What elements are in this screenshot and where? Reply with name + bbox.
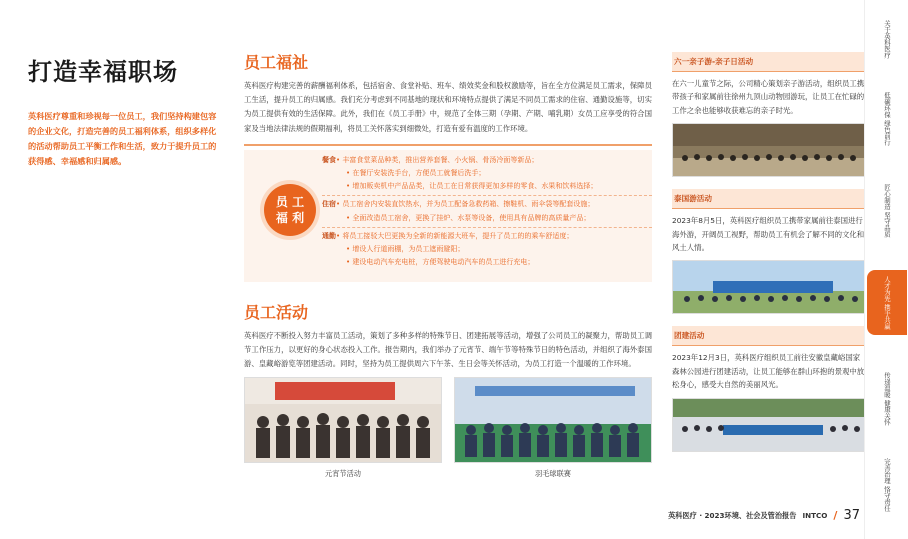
- activity-block-text: 2023年8月5日，英科医疗组织员工携带家属前往泰国进行海外游，开阔员工视野，帮助员工有机会了解不同的文化和风土人情。: [672, 216, 865, 253]
- nav-item-care[interactable]: [871, 372, 903, 425]
- page-number: 37: [843, 508, 860, 523]
- welfare-category: 通勤: [322, 231, 336, 240]
- group-photo-icon: [455, 378, 652, 463]
- photo-caption: 羽毛球联赛: [535, 469, 571, 479]
- nav-item-about[interactable]: [871, 20, 903, 58]
- intro-text: 英科医疗尊重和珍视每一位员工，我们坚持构建包容的企业文化，打造完善的员工福利体系，组织多样化的活动帮助员工平衡工作和生活，致力于提升员工的获得感、幸福感和归属感。: [28, 111, 217, 166]
- badge-line-2: 福 利: [275, 210, 305, 225]
- badge-line-1: 员 工: [275, 194, 305, 209]
- activity-block-team: [672, 326, 866, 451]
- team-building-photo: [672, 398, 866, 452]
- right-column: [672, 52, 866, 464]
- childrens-day-photo: [672, 123, 866, 177]
- brand-name: INTCO: [802, 511, 828, 520]
- nav-item-quality[interactable]: [871, 184, 903, 237]
- nav-item-governance[interactable]: [871, 458, 903, 511]
- activity-block-title: 六一亲子游-亲子日活动: [672, 52, 866, 72]
- page-title: 打造幸福职场: [28, 58, 178, 86]
- photo-lantern: [244, 377, 442, 479]
- activities-section: [244, 300, 652, 480]
- welfare-item-text: • 员工宿舍内安装直饮热水，并为员工配备急救药箱、擦鞋机、雨伞袋等配套设施；: [336, 200, 595, 209]
- activity-block-title: 团建活动: [672, 326, 866, 346]
- welfare-line: [322, 154, 652, 167]
- slash-divider: /: [833, 509, 838, 522]
- intro-column: [28, 52, 224, 169]
- welfare-category: 住宿: [322, 200, 336, 209]
- nav-item-talent[interactable]: [867, 270, 907, 335]
- group-photo-icon: [673, 124, 866, 177]
- nav-label: 匠心制造 坚守品质: [883, 184, 891, 238]
- report-name: 英科医疗 · 2023环境、社会及管治报告: [668, 510, 797, 520]
- welfare-item-text: • 增加贩卖机中产品品类，让员工在日常获得更加多样的零食、水果和饮料选择；: [346, 182, 598, 191]
- activities-paragraph: 英科医疗不断投入努力丰富员工活动，策划了多种多样的特殊节日、团建拓展等活动，增强了公司员工的凝聚力，帮助员工调节工作压力，以更好的身心状态投入工作。报告期内，我们举办了元宵节、端午节等特殊节日的特色活动，并组织了海外泰国游、皇藏峪游览等团建活动。同时，坚持为员工提供周六下午茶、生日会等关怀活动，为员工打造一个温暖的工作环境。: [244, 330, 652, 369]
- nav-label: 关于英科医疗: [883, 20, 891, 59]
- welfare-line: [322, 227, 652, 243]
- divider: [244, 144, 652, 146]
- activity-block-text: 2023年12月3日，英科医疗组织员工前往安徽皇藏峪国家森林公园进行团建活动，让员工能够在群山环抱的景观中放松身心，感受大自然的美丽风光。: [672, 353, 865, 390]
- welfare-item-text: • 增设人行道雨棚，为员工遮雨避阳；: [346, 245, 465, 254]
- nav-label: 完善治理 恪守责任: [883, 458, 891, 512]
- photo-badminton: [454, 377, 652, 479]
- welfare-title: 员工福祉: [244, 53, 309, 72]
- nav-item-environment[interactable]: [871, 92, 903, 145]
- welfare-list: [322, 154, 652, 270]
- group-photo-icon: [673, 399, 866, 452]
- main-column: [244, 50, 652, 479]
- nav-label: 低碳环保 绿色前行: [883, 92, 891, 146]
- activity-block-title: 泰国游活动: [672, 189, 866, 209]
- welfare-item-text: • 全面改造员工宿舍，更换了挂炉、水泵等设备，使用具有品牌的高质量产品；: [346, 213, 591, 222]
- welfare-item-text: • 丰富食堂菜品种类，推出营养套餐、小火锅、骨汤冷面等新品；: [336, 155, 539, 164]
- welfare-paragraph: 英科医疗构建完善的薪酬福利体系，包括宿舍、食堂补贴、班车、绩效奖金和股权激励等，旨在全方位满足员工需求，保障员工生活，提升员工的归属感。我们充分考虑到不同基地的现状和环境特点提供了满足不同员工需求的住宿、通勤设施等，切实为员工提供有效的生活保障。此外，我们在《员工手册》中，规范了全体三期（孕期、产期、哺乳期）女员工应享受的符合国家及当地法律法规的假期福利，将员工关怀落实到细微处，打造有爱有温度的工作环境。: [244, 81, 652, 133]
- badminton-photo: [454, 377, 652, 463]
- chapter-nav: [864, 0, 908, 539]
- group-photo-icon: [245, 378, 442, 463]
- welfare-item-text: • 建设电动汽车充电桩，方便驾驶电动汽车的员工进行充电；: [346, 258, 535, 267]
- welfare-box: [244, 150, 652, 282]
- lantern-festival-photo: [244, 377, 442, 463]
- page-footer: [668, 508, 860, 523]
- welfare-line: [322, 212, 652, 225]
- welfare-item-text: • 在餐厅安装洗手台，方便员工就餐后洗手；: [346, 169, 486, 178]
- welfare-line: [322, 243, 652, 256]
- welfare-badge: [264, 184, 316, 236]
- activity-block-childrens-day: [672, 52, 866, 177]
- activity-photos: [244, 377, 652, 479]
- welfare-item-text: • 将员工接驳大巴更换为全新的新能源大班车，提升了员工的的乘车舒适度；: [336, 231, 574, 240]
- welfare-line: [322, 256, 652, 269]
- thailand-trip-photo: [672, 260, 866, 314]
- activity-block-thailand: [672, 189, 866, 314]
- welfare-line: [322, 180, 652, 193]
- nav-label: 人才为先 携手共赢: [883, 276, 891, 330]
- welfare-line: [322, 195, 652, 211]
- nav-label: 传递温暖 健康关怀: [883, 372, 891, 426]
- activity-block-text: 在六一儿童节之际，公司精心策划亲子游活动，组织员工携带孩子和家属前往徐州九顶山动物园游玩，让员工在忙碌的工作之余也能够收获难忘的亲子时光。: [672, 79, 865, 115]
- welfare-category: 餐食: [322, 155, 336, 164]
- welfare-line: [322, 167, 652, 180]
- photo-caption: 元宵节活动: [325, 469, 361, 479]
- activities-title: 员工活动: [244, 302, 309, 322]
- group-photo-icon: [673, 261, 866, 314]
